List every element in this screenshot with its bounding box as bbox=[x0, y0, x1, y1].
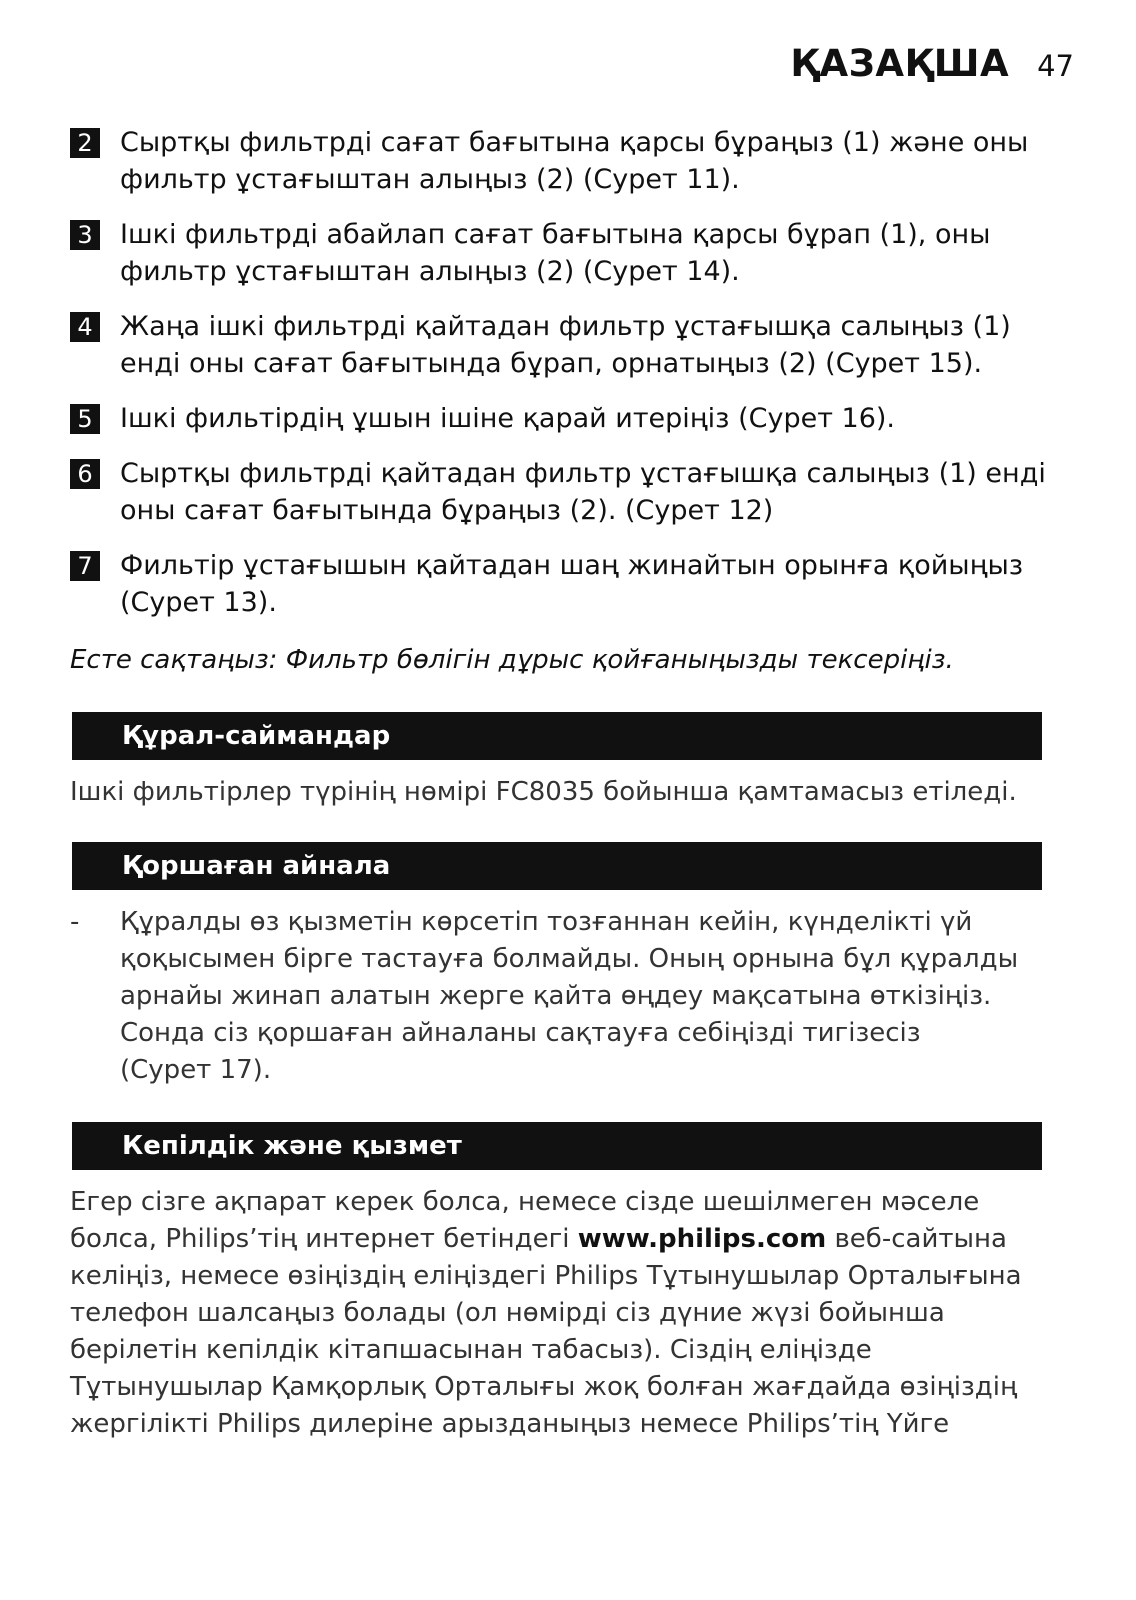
philips-website-link[interactable]: www.philips.com bbox=[577, 1224, 827, 1254]
environment-text: Құралды өз қызметін көрсетіп тозғаннан кейін, күнделікті үй қоқысымен бірге тастауға болмайды. Оның орнына бұл құралды арнайы жинап алатын жерге қайта өңдеу мақсатына өткізіңіз. Сонда сіз қоршаған айналаны сақтауға себіңізді тигізесіз (Сурет 17). bbox=[120, 907, 1019, 1085]
language-title: ҚАЗАҚША bbox=[790, 42, 1010, 85]
note-text: Есте сақтаңыз: Фильтр бөлігін дұрыс қойғаныңызды тексеріңіз. bbox=[70, 645, 954, 675]
section-heading-guarantee: Кепілдік және қызмет bbox=[72, 1122, 1042, 1170]
step-number-badge: 6 bbox=[70, 459, 100, 489]
step-number-badge: 3 bbox=[70, 220, 100, 250]
section-heading-environment: Қоршаған айнала bbox=[72, 842, 1042, 890]
section-heading-accessories: Құрал-саймандар bbox=[72, 712, 1042, 760]
step-number-badge: 5 bbox=[70, 404, 100, 434]
step-item bbox=[70, 308, 1080, 382]
page-header bbox=[790, 42, 1074, 85]
guarantee-text-start: Егер сізге ақпарат керек болса, немесе сізде шешілмеген мәселе болса, Philips’тің интернет бетіндегі bbox=[70, 1187, 980, 1254]
step-text: Ішкі фильтірдің ұшын ішіне қарай итеріңіз (Сурет 16). bbox=[120, 403, 895, 434]
environment-item bbox=[70, 904, 1070, 1089]
step-item bbox=[70, 124, 1080, 198]
step-item bbox=[70, 400, 1080, 437]
step-number-badge: 4 bbox=[70, 312, 100, 342]
step-number-badge: 7 bbox=[70, 551, 100, 581]
step-text: Сыртқы фильтрді сағат бағытына қарсы бұраңыз (1) және оны фильтр ұстағыштан алыңыз (2) (Сурет 11). bbox=[120, 127, 1029, 195]
step-number-badge: 2 bbox=[70, 128, 100, 158]
list-dash: - bbox=[70, 907, 80, 937]
accessories-text: Ішкі фильтірлер түрінің нөмірі FC8035 бойынша қамтамасыз етіледі. bbox=[70, 777, 1017, 807]
step-item bbox=[70, 547, 1080, 621]
step-item bbox=[70, 216, 1080, 290]
step-text: Сыртқы фильтрді қайтадан фильтр ұстағышқа салыңыз (1) енді оны сағат бағытында бұраңыз (2). (Сурет 12) bbox=[120, 458, 1046, 526]
step-item bbox=[70, 455, 1080, 529]
step-text: Ішкі фильтрді абайлап сағат бағытына қарсы бұрап (1), оны фильтр ұстағыштан алыңыз (2) (Сурет 14). bbox=[120, 219, 991, 287]
page-number: 47 bbox=[1037, 49, 1074, 83]
guarantee-text bbox=[70, 1184, 1060, 1443]
step-text: Жаңа ішкі фильтрді қайтадан фильтр ұстағышқа салыңыз (1) енді оны сағат бағытында бұрап, орнатыңыз (2) (Сурет 15). bbox=[120, 311, 1011, 379]
step-text: Фильтір ұстағышын қайтадан шаң жинайтын орынға қойыңыз (Сурет 13). bbox=[120, 550, 1024, 618]
steps-list bbox=[70, 124, 1080, 639]
guarantee-text-end: веб-сайтына келіңіз, немесе өзіңіздің еліңіздегі Philips Тұтынушылар Орталығына телефон шалсаңыз болады (ол нөмірді сіз дүние жүзі бойынша берілетін кепілдік кітапшасынан табасыз). Сіздің еліңізде Тұтынушылар Қамқорлық Орталығы жоқ болған жағдайда өзіңіздің жергілікті Philips дилеріне арызданыңыз немесе Philips’тің Үйге bbox=[70, 1224, 1022, 1439]
